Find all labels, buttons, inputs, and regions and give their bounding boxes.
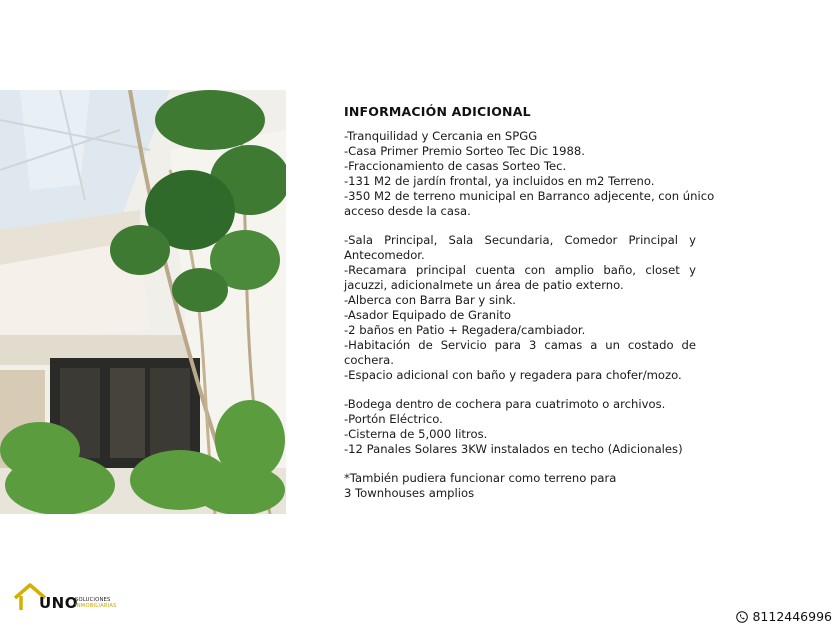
section-general xyxy=(344,129,715,219)
list-item: -Portón Eléctrico. xyxy=(344,412,443,426)
logo-wordmark: UNO xyxy=(39,594,78,612)
list-item: -Alberca con Barra Bar y sink. xyxy=(344,293,516,307)
list-item: -12 Panales Solares 3KW instalados en techo (Adicionales) xyxy=(344,442,683,456)
logo-tagline: SOLUCIONES INMOBILIARIAS xyxy=(75,597,117,609)
list-item: -131 M2 de jardín frontal, ya incluidos en m2 Terreno. xyxy=(344,174,655,188)
info-panel xyxy=(344,104,715,501)
phone-number[interactable]: 8112446996 xyxy=(752,609,832,624)
section-title: INFORMACIÓN ADICIONAL xyxy=(344,104,531,119)
section-note xyxy=(344,471,696,501)
list-item: -Casa Primer Premio Sorteo Tec Dic 1988. xyxy=(344,144,585,158)
list-item: -Espacio adicional con baño y regadera para chofer/mozo. xyxy=(344,368,682,382)
section-extras xyxy=(344,397,696,457)
note-line: *También pudiera funcionar como terreno para xyxy=(344,471,617,485)
list-item: -350 M2 de terreno municipal en Barranco adjecente, con único acceso desde la casa. xyxy=(344,189,715,218)
list-item: -Recamara principal cuenta con amplio baño, closet y jacuzzi, adicionalmete un área de patio externo. xyxy=(344,263,696,292)
photo-illustration xyxy=(0,90,286,514)
section-rooms xyxy=(344,233,696,383)
phone-icon xyxy=(736,611,748,623)
list-item: -Tranquilidad y Cercania en SPGG xyxy=(344,129,538,143)
list-item: -Sala Principal, Sala Secundaria, Comedor Principal y Antecomedor. xyxy=(344,233,696,262)
company-logo xyxy=(13,582,133,614)
list-item: -2 baños en Patio + Regadera/cambiador. xyxy=(344,323,586,337)
list-item: -Cisterna de 5,000 litros. xyxy=(344,427,488,441)
list-item: -Bodega dentro de cochera para cuatrimoto o archivos. xyxy=(344,397,666,411)
list-item: -Fraccionamiento de casas Sorteo Tec. xyxy=(344,159,567,173)
interior-atrium-photo xyxy=(0,90,286,514)
note-line: 3 Townhouses amplios xyxy=(344,486,475,500)
list-item: -Asador Equipado de Granito xyxy=(344,308,512,322)
list-item: -Habitación de Servicio para 3 camas a un costado de cochera. xyxy=(344,338,696,367)
phone-contact xyxy=(736,609,832,624)
